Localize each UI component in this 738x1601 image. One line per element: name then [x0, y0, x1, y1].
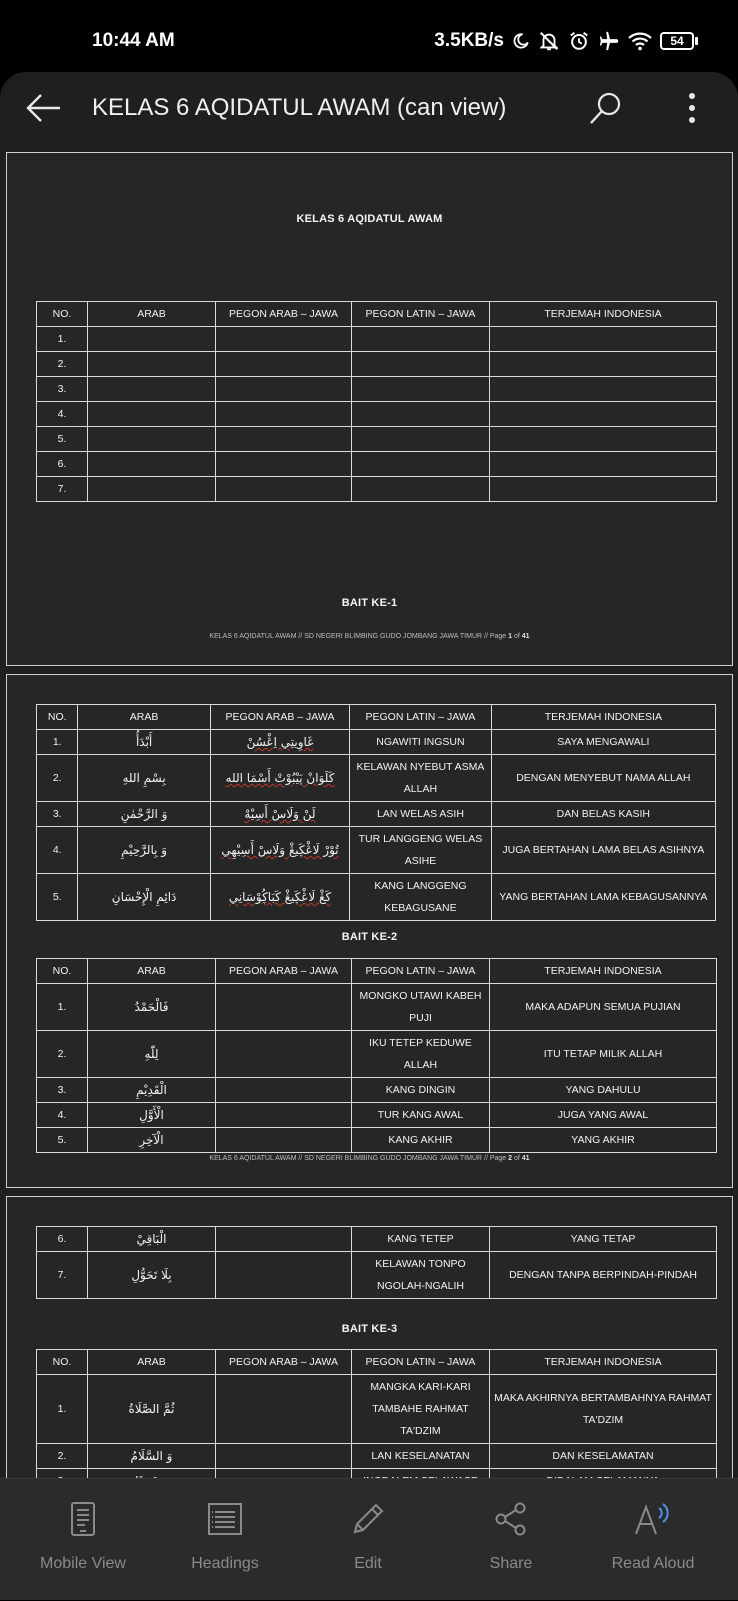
alarm-icon [568, 30, 590, 52]
pegon-latin-cell: MONGKO UTAWI KABEH PUJI [352, 984, 490, 1031]
page-footer: KELAS 6 AQIDATUL AWAM // SD NEGERI BLIMBING GUDO JOMBANG JAWA TIMUR // Page 2 of 41 [209, 1155, 530, 1162]
terjemah-cell: JUGA YANG AWAL [490, 1103, 717, 1128]
empty-cell [88, 477, 216, 502]
arab-cell: ثُمَّ الصَّلَاةُ [88, 1375, 216, 1444]
empty-cell [88, 377, 216, 402]
pegon-arab-cell [216, 1128, 352, 1153]
search-button[interactable] [582, 84, 630, 132]
empty-cell [490, 377, 717, 402]
empty-cell [352, 327, 490, 352]
table-header-row [37, 1350, 717, 1375]
pegon-arab-cell [216, 1078, 352, 1103]
terjemah-cell: SAYA MENGAWALI [491, 730, 715, 755]
column-header: NO. [37, 959, 88, 984]
empty-cell [352, 402, 490, 427]
arab-cell: بِسْمِ اللهِ [78, 755, 210, 802]
table-row [37, 874, 716, 921]
pegon-latin-cell: KANG LANGGENG KEBAGUSANE [350, 874, 491, 921]
table-row [37, 1031, 717, 1078]
table-row [37, 352, 717, 377]
column-header: NO. [37, 1350, 88, 1375]
table-row [37, 1078, 717, 1103]
arab-cell: وَ الرَّحْمٰنِ [78, 802, 210, 827]
document-view[interactable] [0, 144, 738, 1478]
row-number: 6. [37, 452, 88, 477]
edit-button[interactable] [294, 1479, 442, 1601]
column-header: NO. [37, 705, 78, 730]
bait-heading: BAIT KE-3 [341, 1323, 398, 1335]
search-icon [588, 90, 624, 126]
arab-cell: الْأَوَّلِ [88, 1103, 216, 1128]
bait-2-table [36, 958, 717, 1153]
column-header: NO. [37, 302, 88, 327]
row-number: 5. [37, 874, 78, 921]
column-header: TERJEMAH INDONESIA [491, 705, 715, 730]
document-page-2 [6, 674, 733, 1188]
table-row [37, 984, 717, 1031]
pegon-arab-cell [216, 1227, 352, 1252]
bait-2-table-continued [36, 1226, 717, 1299]
table-row [37, 802, 716, 827]
pegon-latin-cell: KANG TETEP [352, 1227, 490, 1252]
toolbar-label: Edit [354, 1555, 382, 1572]
row-number: 4. [37, 1103, 88, 1128]
row-number: 1. [37, 327, 88, 352]
page-footer: KELAS 6 AQIDATUL AWAM // SD NEGERI BLIMBING GUDO JOMBANG JAWA TIMUR // Page 1 of 41 [209, 633, 530, 640]
wifi-icon [628, 31, 652, 51]
terjemah-cell: YANG BERTAHAN LAMA KEBAGUSANNYA [491, 874, 715, 921]
column-header: ARAB [88, 1350, 216, 1375]
terjemah-cell: DAN KESELAMATAN [490, 1444, 717, 1469]
terjemah-cell: YANG AKHIR [490, 1128, 717, 1153]
terjemah-cell: JUGA BERTAHAN LAMA BELAS ASIHNYA [491, 827, 715, 874]
row-number: 7. [37, 477, 88, 502]
empty-cell [490, 402, 717, 427]
table-header-row [37, 959, 717, 984]
column-header: PEGON ARAB – JAWA [210, 705, 349, 730]
empty-cell [216, 352, 352, 377]
document-title: KELAS 6 AQIDATUL AWAM (can view) [92, 94, 507, 121]
empty-cell [352, 427, 490, 452]
table-row [37, 1375, 717, 1444]
airplane-icon [598, 30, 620, 52]
bait-heading: BAIT KE-2 [341, 931, 398, 943]
headings-icon [207, 1502, 243, 1536]
document-page-1 [6, 152, 733, 666]
table-header-row [37, 705, 716, 730]
pegon-arab-cell [216, 1252, 352, 1299]
column-header: TERJEMAH INDONESIA [490, 1350, 717, 1375]
empty-cell [490, 327, 717, 352]
row-number: 1. [37, 984, 88, 1031]
pegon-latin-cell: LAN WELAS ASIH [350, 802, 491, 827]
empty-cell [352, 452, 490, 477]
arab-cell: فَالْحَمْدُ [88, 984, 216, 1031]
row-number: 1. [37, 730, 78, 755]
row-number: 1. [37, 1375, 88, 1444]
table-header-row [37, 302, 717, 327]
column-header: TERJEMAH INDONESIA [490, 959, 717, 984]
row-number: 6. [37, 1227, 88, 1252]
arab-cell: أَبْدَأُ [78, 730, 210, 755]
toolbar-label: Read Aloud [611, 1555, 695, 1572]
more-options-button[interactable] [668, 84, 716, 132]
column-header: PEGON ARAB – JAWA [216, 959, 352, 984]
empty-cell [216, 477, 352, 502]
table-row [37, 755, 716, 802]
empty-cell [88, 402, 216, 427]
table-row [37, 1103, 717, 1128]
empty-cell [216, 427, 352, 452]
row-number: 2. [37, 755, 78, 802]
table-row [37, 402, 717, 427]
table-row [37, 377, 717, 402]
toolbar-label: Share [489, 1555, 533, 1572]
terjemah-cell: DENGAN MENYEBUT NAMA ALLAH [491, 755, 715, 802]
pegon-latin-cell: KANG AKHIR [352, 1128, 490, 1153]
table-row [37, 427, 717, 452]
pegon-latin-cell: LAN KESELANATAN [352, 1444, 490, 1469]
arab-cell: بِلَا تَحَوُّلِ [88, 1252, 216, 1299]
column-header: PEGON LATIN – JAWA [350, 705, 491, 730]
row-number: 5. [37, 427, 88, 452]
pegon-latin-cell: MANGKA KARI-KARI TAMBAHE RAHMAT TA'DZIM [352, 1375, 490, 1444]
toolbar-label: Headings [191, 1555, 259, 1572]
battery-level: 54 [670, 34, 684, 48]
pegon-arab-cell [216, 1375, 352, 1444]
row-number: 4. [37, 827, 78, 874]
bottom-toolbar [0, 1478, 738, 1600]
battery-icon [660, 32, 698, 50]
status-time: 10:44 AM [92, 30, 175, 51]
pegon-latin-cell: NGAWITI INGSUN [350, 730, 491, 755]
empty-cell [352, 352, 490, 377]
pencil-icon [350, 1501, 386, 1537]
bait-heading: BAIT KE-1 [341, 597, 398, 609]
empty-cell [216, 452, 352, 477]
pegon-arab-cell [216, 1031, 352, 1078]
bait-3-table [36, 1349, 717, 1494]
back-button[interactable] [20, 84, 68, 132]
share-button[interactable] [437, 1479, 585, 1601]
row-number: 3. [37, 377, 88, 402]
network-speed: 3.5KB/s [434, 30, 504, 51]
arab-cell: وَ بِالرَّحِيْمِ [78, 827, 210, 874]
terjemah-cell: YANG DAHULU [490, 1078, 717, 1103]
column-header: ARAB [78, 705, 210, 730]
terjemah-cell: MAKA AKHIRNYA BERTAMBAHNYA RAHMAT TA'DZIM [490, 1375, 717, 1444]
more-vertical-icon [686, 92, 698, 124]
empty-cell [88, 352, 216, 377]
empty-cell [490, 427, 717, 452]
table-row [37, 1227, 717, 1252]
empty-cell [490, 477, 717, 502]
moon-icon [512, 32, 530, 50]
mobile-view-icon [70, 1501, 96, 1537]
bait-1-table [36, 704, 716, 921]
table-row [37, 1128, 717, 1153]
pegon-latin-cell: TUR KANG AWAL [352, 1103, 490, 1128]
row-number: 3. [37, 802, 78, 827]
row-number: 5. [37, 1128, 88, 1153]
row-number: 2. [37, 1444, 88, 1469]
share-icon [493, 1501, 529, 1537]
column-header: PEGON ARAB – JAWA [216, 302, 352, 327]
pegon-latin-cell: KELAWAN TONPO NGOLAH-NGALIH [352, 1252, 490, 1299]
row-number: 4. [37, 402, 88, 427]
empty-cell [216, 402, 352, 427]
empty-table [36, 301, 717, 502]
empty-cell [88, 327, 216, 352]
table-row [37, 730, 716, 755]
app-bar [0, 72, 738, 144]
empty-cell [352, 477, 490, 502]
table-row [37, 827, 716, 874]
pegon-arab-cell [216, 1444, 352, 1469]
table-row [37, 452, 717, 477]
empty-cell [216, 327, 352, 352]
column-header: ARAB [88, 959, 216, 984]
row-number: 2. [37, 352, 88, 377]
mute-icon [538, 30, 560, 52]
column-header: PEGON LATIN – JAWA [352, 959, 490, 984]
read-aloud-button[interactable] [579, 1479, 727, 1601]
column-header: PEGON LATIN – JAWA [352, 302, 490, 327]
column-header: ARAB [88, 302, 216, 327]
read-aloud-icon [633, 1501, 673, 1537]
arab-cell: لِلّٰهِ [88, 1031, 216, 1078]
arab-cell: الْآخِرِ [88, 1128, 216, 1153]
empty-cell [216, 377, 352, 402]
pegon-arab-cell: لَنْ وَلَاسْ أَسِيْهْ [210, 802, 349, 827]
pegon-latin-cell: TUR LANGGENG WELAS ASIHE [350, 827, 491, 874]
pegon-arab-cell [216, 1103, 352, 1128]
arab-cell: الْبَاقِيْ [88, 1227, 216, 1252]
terjemah-cell: DAN BELAS KASIH [491, 802, 715, 827]
terjemah-cell: YANG TETAP [490, 1227, 717, 1252]
pegon-arab-cell [216, 984, 352, 1031]
arab-cell: دَائِمِ الْإِحْسَانِ [78, 874, 210, 921]
empty-cell [352, 377, 490, 402]
terjemah-cell: ITU TETAP MILIK ALLAH [490, 1031, 717, 1078]
empty-cell [490, 452, 717, 477]
pegon-latin-cell: KANG DINGIN [352, 1078, 490, 1103]
row-number: 7. [37, 1252, 88, 1299]
mobile-view-button[interactable] [9, 1479, 157, 1601]
table-row [37, 1252, 717, 1299]
arab-cell: الْقَدِيْمِ [88, 1078, 216, 1103]
status-icons [434, 30, 698, 52]
terjemah-cell: DENGAN TANPA BERPINDAH-PINDAH [490, 1252, 717, 1299]
arab-cell: وَ السَّلَامُ [88, 1444, 216, 1469]
table-row [37, 477, 717, 502]
status-bar [0, 0, 738, 72]
empty-cell [490, 352, 717, 377]
page-heading: KELAS 6 AQIDATUL AWAM [296, 213, 443, 225]
terjemah-cell: MAKA ADAPUN SEMUA PUJIAN [490, 984, 717, 1031]
column-header: TERJEMAH INDONESIA [490, 302, 717, 327]
pegon-arab-cell: تُوْرْ لَاڠْڮَيڠْ وَلَاسْ أَسِيْهِي [210, 827, 349, 874]
empty-cell [88, 452, 216, 477]
pegon-latin-cell: IKU TETEP KEDUWE ALLAH [352, 1031, 490, 1078]
toolbar-label: Mobile View [40, 1555, 126, 1572]
row-number: 3. [37, 1078, 88, 1103]
column-header: PEGON LATIN – JAWA [352, 1350, 490, 1375]
arrow-left-icon [26, 93, 62, 123]
pegon-arab-cell: غَاوِيتِي اِڠْسُنْ [210, 730, 349, 755]
pegon-arab-cell: كَڠْ لَاڠْڮَيڠْ كَبَاڮُوْسَانِي [210, 874, 349, 921]
pegon-arab-cell: كَلَوَانْ ڽَيْبُوْتْ أَسْمَا الله [210, 755, 349, 802]
headings-button[interactable] [151, 1479, 299, 1601]
empty-cell [88, 427, 216, 452]
table-row [37, 327, 717, 352]
row-number: 2. [37, 1031, 88, 1078]
pegon-latin-cell: KELAWAN NYEBUT ASMA ALLAH [350, 755, 491, 802]
column-header: PEGON ARAB – JAWA [216, 1350, 352, 1375]
table-row [37, 1444, 717, 1469]
